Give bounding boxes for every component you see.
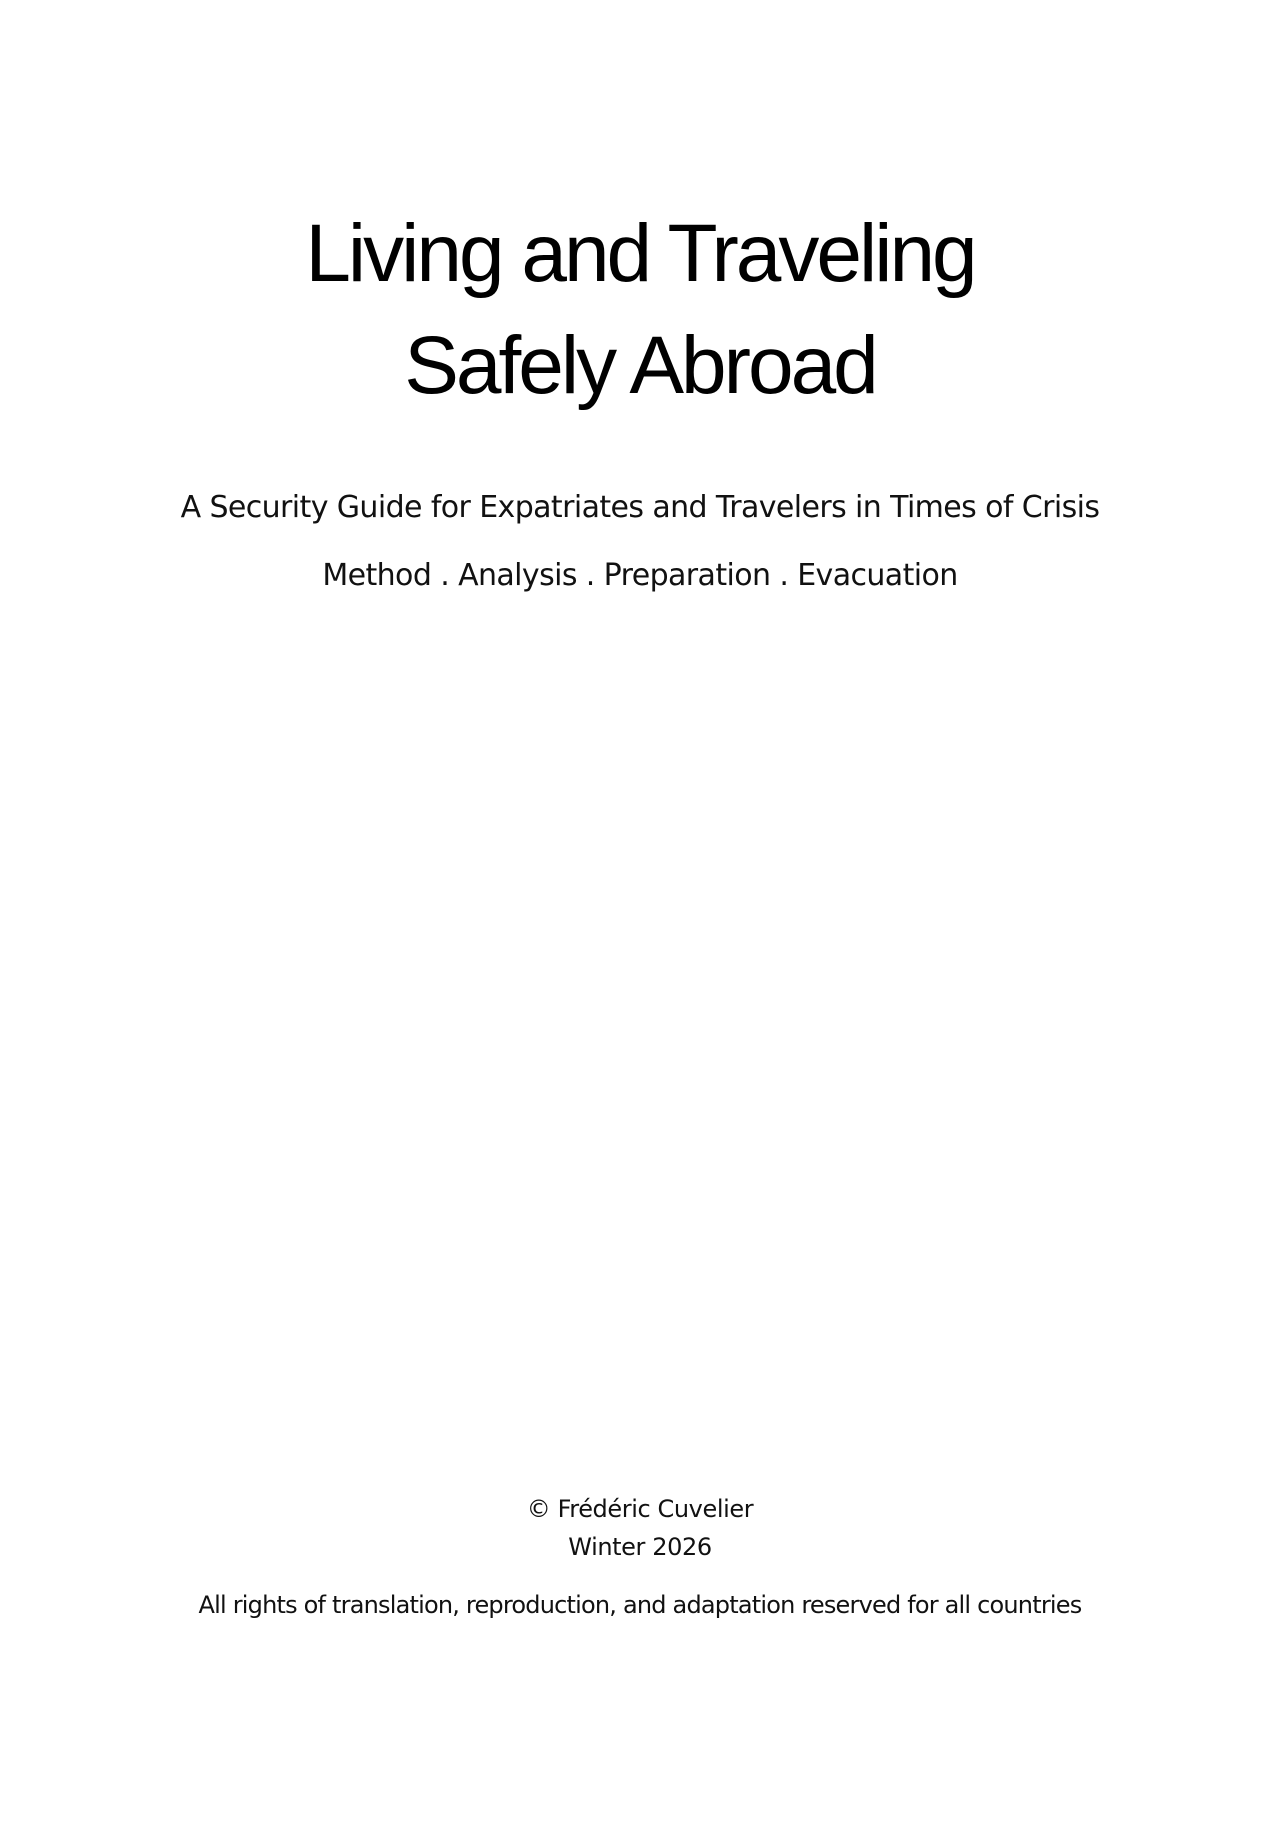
book-title — [0, 198, 1280, 422]
book-subtitle: A Security Guide for Expatriates and Travelers in Times of Crisis — [180, 490, 1100, 525]
book-title-line-1: Living and Traveling — [305, 208, 975, 299]
copyright-notice: © Frédéric Cuvelier — [526, 1495, 754, 1523]
method-tagline: Method . Analysis . Preparation . Evacuation — [322, 558, 958, 593]
rights-statement: All rights of translation, reproduction, and adaptation reserved for all countries — [198, 1591, 1082, 1619]
publication-season: Winter 2026 — [568, 1533, 712, 1561]
book-title-line-2: Safely Abroad — [404, 320, 876, 411]
